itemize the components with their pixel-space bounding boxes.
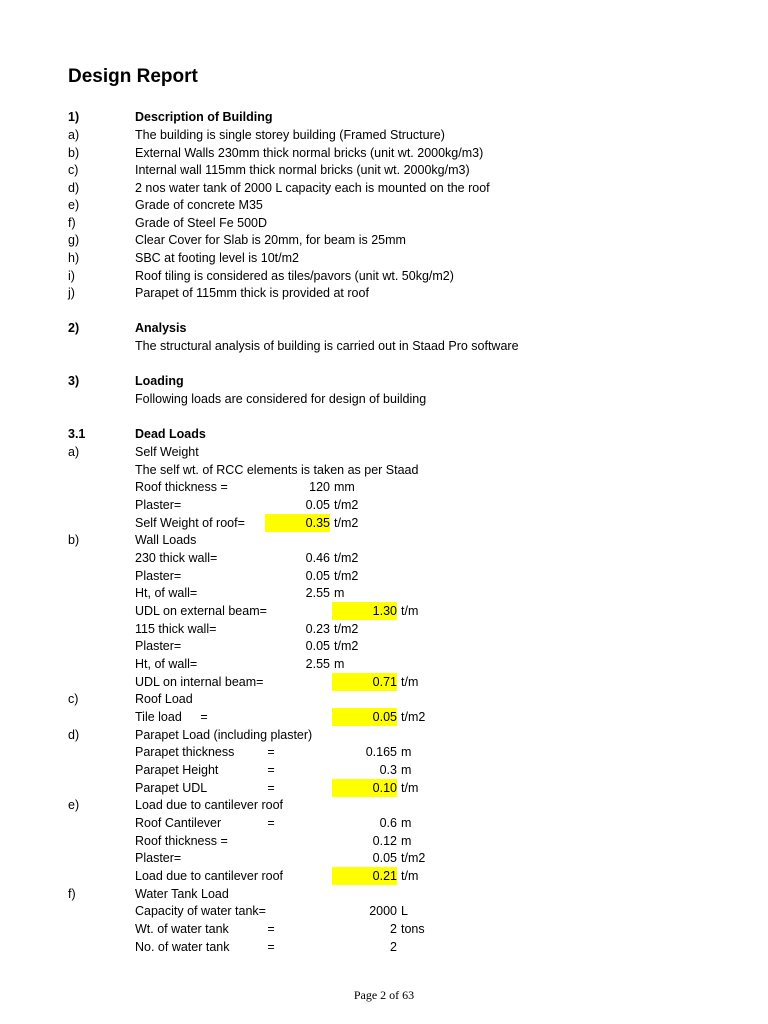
calc-unit: m bbox=[401, 816, 412, 830]
calc-value: 0.05 bbox=[305, 569, 330, 583]
calc-row bbox=[0, 673, 768, 691]
calc-row bbox=[0, 602, 768, 620]
equals-sign: = bbox=[267, 816, 275, 830]
item-text: Roof tiling is considered as tiles/pavors (unit wt. 50kg/m2) bbox=[135, 269, 454, 283]
calc-label: Plaster= bbox=[135, 639, 182, 653]
calc-label: 115 thick wall= bbox=[135, 622, 217, 636]
calc-unit: m bbox=[334, 586, 345, 600]
calc-value: 2.55 bbox=[305, 657, 330, 671]
item-label: b) bbox=[68, 533, 80, 547]
list-item bbox=[0, 179, 768, 197]
equals-sign: = bbox=[267, 781, 275, 795]
calc-label: Roof thickness = bbox=[135, 834, 228, 848]
calc-label: No. of water tank bbox=[135, 940, 230, 954]
item-label: b) bbox=[68, 146, 80, 160]
calc-value: 120 bbox=[309, 480, 330, 494]
subsection-header bbox=[0, 531, 768, 549]
calc-label: Tile load bbox=[135, 710, 182, 724]
section-number: 3.1 bbox=[68, 427, 86, 441]
item-text: Grade of Steel Fe 500D bbox=[135, 216, 268, 230]
calc-label: Parapet UDL bbox=[135, 781, 208, 795]
section-heading: Loading bbox=[135, 374, 184, 388]
calc-row bbox=[0, 584, 768, 602]
section-1-header bbox=[0, 108, 768, 126]
item-label: f) bbox=[68, 887, 76, 901]
calc-unit: m bbox=[334, 657, 345, 671]
subsection-heading: Load due to cantilever roof bbox=[135, 798, 284, 812]
list-item bbox=[0, 284, 768, 302]
calc-unit: t/m2 bbox=[334, 569, 359, 583]
subsection-header bbox=[0, 443, 768, 461]
subsection-heading: Water Tank Load bbox=[135, 887, 229, 901]
calc-label: Plaster= bbox=[135, 851, 182, 865]
item-label: c) bbox=[68, 692, 79, 706]
calc-unit: t/m2 bbox=[334, 516, 359, 530]
calc-label: Wt. of water tank bbox=[135, 922, 229, 936]
list-item bbox=[0, 267, 768, 285]
calc-unit: tons bbox=[401, 922, 425, 936]
item-text: Parapet of 115mm thick is provided at roof bbox=[135, 286, 369, 300]
calc-unit: t/m bbox=[401, 604, 419, 618]
calc-label: Plaster= bbox=[135, 569, 182, 583]
list-item bbox=[0, 161, 768, 179]
calc-unit: t/m2 bbox=[334, 622, 359, 636]
section-3-header bbox=[0, 372, 768, 390]
calc-value: 0.46 bbox=[305, 551, 330, 565]
calc-row bbox=[0, 496, 768, 514]
page-number: Page 2 of 63 bbox=[353, 988, 415, 1002]
section-heading: Description of Building bbox=[135, 110, 273, 124]
list-item bbox=[0, 126, 768, 144]
subsection-header bbox=[0, 726, 768, 744]
calc-unit: L bbox=[401, 904, 408, 918]
calc-label: Roof Cantilever bbox=[135, 816, 222, 830]
calc-value: 0.05 bbox=[372, 851, 397, 865]
calc-row bbox=[0, 867, 768, 885]
subsection-heading: Roof Load bbox=[135, 692, 193, 706]
calc-label: UDL on external beam= bbox=[135, 604, 267, 618]
calc-row bbox=[0, 849, 768, 867]
calc-value: 2 bbox=[390, 940, 397, 954]
calc-value: 0.165 bbox=[365, 745, 397, 759]
calc-value: 2000 bbox=[369, 904, 397, 918]
calc-unit: m bbox=[401, 745, 412, 759]
calc-unit: t/m2 bbox=[401, 851, 426, 865]
item-text: External Walls 230mm thick normal bricks (unit wt. 2000kg/m3) bbox=[135, 146, 484, 160]
equals-sign: = bbox=[200, 710, 208, 724]
calc-value: 2.55 bbox=[305, 586, 330, 600]
calc-unit: t/m2 bbox=[334, 551, 359, 565]
calc-unit: t/m2 bbox=[334, 639, 359, 653]
calc-unit: mm bbox=[334, 480, 355, 494]
calc-value: 2 bbox=[390, 922, 397, 936]
list-item bbox=[0, 196, 768, 214]
highlighted-value: 0.10 bbox=[332, 779, 397, 797]
paragraph: Following loads are considered for design of building bbox=[135, 392, 427, 406]
calc-label: Self Weight of roof= bbox=[135, 516, 245, 530]
subsection-header bbox=[0, 885, 768, 903]
subsection-header bbox=[0, 690, 768, 708]
calc-row bbox=[0, 920, 768, 938]
section-number: 3) bbox=[68, 374, 80, 388]
item-label: d) bbox=[68, 728, 80, 742]
note-text: The self wt. of RCC elements is taken as per Staad bbox=[135, 463, 419, 477]
item-text: SBC at footing level is 10t/m2 bbox=[135, 251, 299, 265]
item-label: j) bbox=[68, 286, 75, 300]
section-number: 2) bbox=[68, 321, 80, 335]
calc-unit: t/m bbox=[401, 869, 419, 883]
calc-value: 0.23 bbox=[305, 622, 330, 636]
calc-unit: t/m2 bbox=[334, 498, 359, 512]
highlighted-value: 0.05 bbox=[332, 708, 397, 726]
list-item bbox=[0, 231, 768, 249]
calc-row bbox=[0, 620, 768, 638]
calc-unit: t/m2 bbox=[401, 710, 426, 724]
note-row bbox=[0, 461, 768, 479]
calc-label: Ht, of wall= bbox=[135, 586, 198, 600]
item-text: 2 nos water tank of 2000 L capacity each is mounted on the roof bbox=[135, 181, 490, 195]
item-label: e) bbox=[68, 198, 80, 212]
calc-value: 0.05 bbox=[305, 498, 330, 512]
calc-row bbox=[0, 743, 768, 761]
calc-label: Ht, of wall= bbox=[135, 657, 198, 671]
calc-row bbox=[0, 637, 768, 655]
calc-row bbox=[0, 708, 768, 726]
calc-label: 230 thick wall= bbox=[135, 551, 218, 565]
calc-unit: t/m bbox=[401, 781, 419, 795]
item-label: f) bbox=[68, 216, 76, 230]
calc-row bbox=[0, 902, 768, 920]
section-number: 1) bbox=[68, 110, 80, 124]
highlighted-value: 0.35 bbox=[265, 514, 330, 532]
equals-sign: = bbox=[267, 763, 275, 777]
calc-label: UDL on internal beam= bbox=[135, 675, 264, 689]
calc-row bbox=[0, 761, 768, 779]
item-label: h) bbox=[68, 251, 80, 265]
highlighted-value: 1.30 bbox=[332, 602, 397, 620]
calc-row bbox=[0, 478, 768, 496]
calc-unit: t/m bbox=[401, 675, 419, 689]
item-label: i) bbox=[68, 269, 75, 283]
equals-sign: = bbox=[267, 922, 275, 936]
list-item bbox=[0, 144, 768, 162]
subsection-heading: Parapet Load (including plaster) bbox=[135, 728, 313, 742]
calc-row bbox=[0, 832, 768, 850]
calc-value: 0.12 bbox=[372, 834, 397, 848]
list-item bbox=[0, 249, 768, 267]
calc-label: Capacity of water tank= bbox=[135, 904, 266, 918]
item-label: e) bbox=[68, 798, 80, 812]
calc-row bbox=[0, 814, 768, 832]
calc-row bbox=[0, 655, 768, 673]
calc-value: 0.3 bbox=[379, 763, 397, 777]
calc-label: Load due to cantilever roof bbox=[135, 869, 284, 883]
section-2-header bbox=[0, 319, 768, 337]
subsection-heading: Self Weight bbox=[135, 445, 199, 459]
section-heading: Dead Loads bbox=[135, 427, 206, 441]
highlighted-value: 0.71 bbox=[332, 673, 397, 691]
item-label: g) bbox=[68, 233, 80, 247]
item-label: a) bbox=[68, 445, 80, 459]
equals-sign: = bbox=[267, 940, 275, 954]
section-heading: Analysis bbox=[135, 321, 187, 335]
calc-unit: m bbox=[401, 834, 412, 848]
item-text: Clear Cover for Slab is 20mm, for beam is 25mm bbox=[135, 233, 406, 247]
calc-unit: m bbox=[401, 763, 412, 777]
calc-label: Parapet Height bbox=[135, 763, 219, 777]
list-item bbox=[0, 214, 768, 232]
calc-value: 0.05 bbox=[305, 639, 330, 653]
highlighted-value: 0.21 bbox=[332, 867, 397, 885]
calc-label: Roof thickness = bbox=[135, 480, 228, 494]
equals-sign: = bbox=[267, 745, 275, 759]
calc-row bbox=[0, 567, 768, 585]
calc-label: Parapet thickness bbox=[135, 745, 235, 759]
calc-row bbox=[0, 514, 768, 532]
section-3-1-header bbox=[0, 425, 768, 443]
calc-label: Plaster= bbox=[135, 498, 182, 512]
item-label: c) bbox=[68, 163, 79, 177]
item-text: Grade of concrete M35 bbox=[135, 198, 263, 212]
calc-value: 0.6 bbox=[379, 816, 397, 830]
page-title: Design Report bbox=[68, 66, 198, 87]
item-label: d) bbox=[68, 181, 80, 195]
item-label: a) bbox=[68, 128, 80, 142]
subsection-heading: Wall Loads bbox=[135, 533, 197, 547]
section-text bbox=[0, 390, 768, 408]
calc-row bbox=[0, 779, 768, 797]
subsection-header bbox=[0, 796, 768, 814]
section-text bbox=[0, 337, 768, 355]
paragraph: The structural analysis of building is carried out in Staad Pro software bbox=[135, 339, 519, 353]
item-text: The building is single storey building (Framed Structure) bbox=[135, 128, 445, 142]
calc-row bbox=[0, 938, 768, 956]
item-text: Internal wall 115mm thick normal bricks (unit wt. 2000kg/m3) bbox=[135, 163, 470, 177]
calc-row bbox=[0, 549, 768, 567]
